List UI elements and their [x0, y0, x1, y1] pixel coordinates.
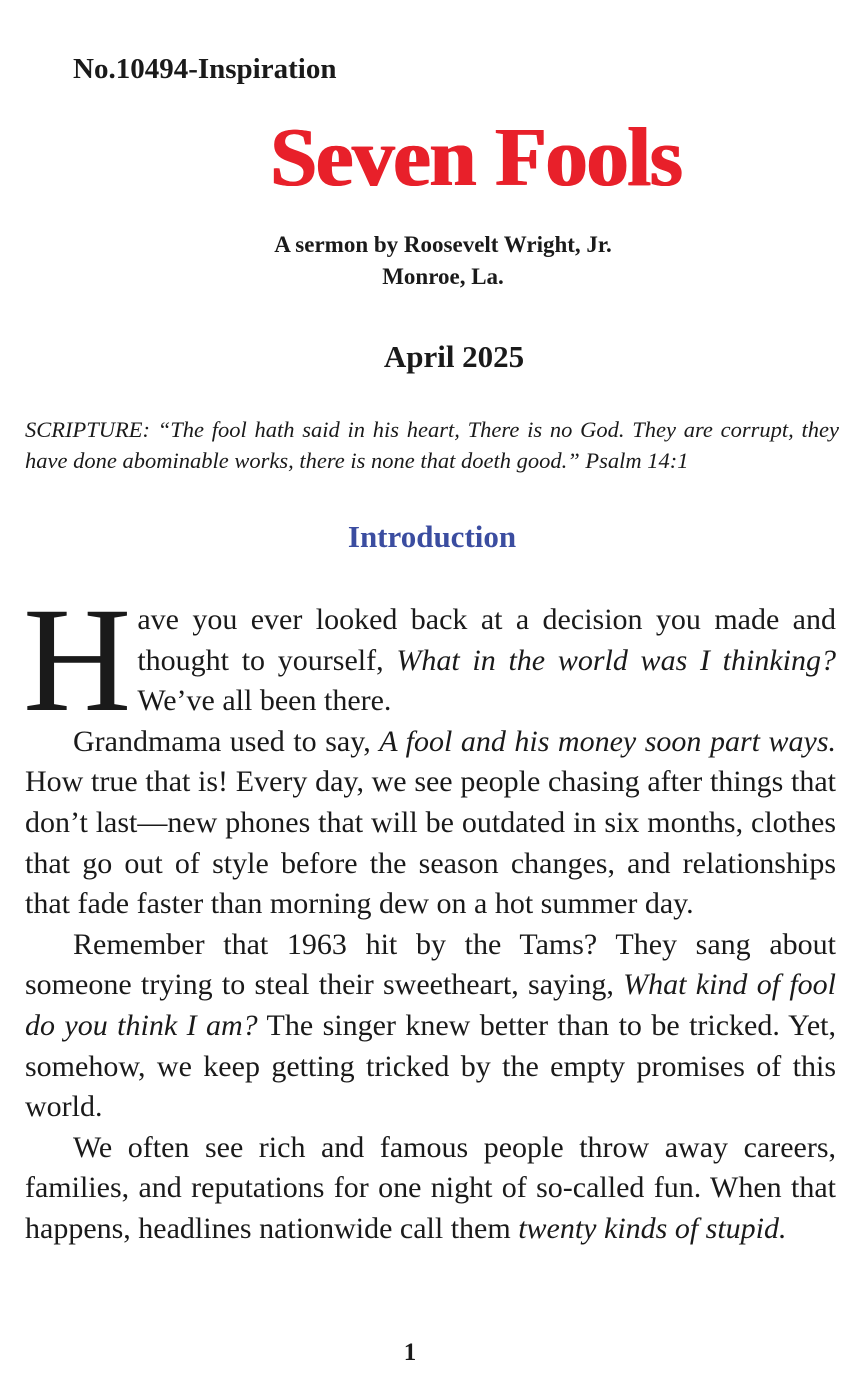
- section-heading: Introduction: [347, 519, 517, 554]
- paragraph-4-italic: twenty kinds of stupid.: [518, 1211, 787, 1245]
- location-line: Monroe, La.: [382, 264, 504, 289]
- byline: [0, 229, 864, 293]
- series-number: No.10494-Inspiration: [73, 53, 337, 85]
- paragraph-3-text-a: Remember that 1963 hit by the Tams? They sang about someone trying to steal their sweetheart, saying,: [25, 927, 836, 1002]
- paragraph-2-text-a: Grandmama used to say,: [73, 724, 380, 758]
- paragraph-1-text-a: ave you ever looked back at a decision you made and thought to yourself,: [137, 603, 836, 677]
- scripture-quote: SCRIPTURE: “The fool hath said in his heart, There is no God. They are corrupt, they have done abominable works, there is none that doeth good.” Psalm 14:1: [25, 417, 839, 473]
- paragraph-3-text-b: The singer knew better than to be tricked. Yet, somehow, we keep getting tricked by the empty promises of this world.: [25, 1008, 836, 1124]
- paragraph-1-italic: What in the world was I thinking?: [396, 643, 837, 677]
- page-number-value: 1: [403, 1339, 417, 1366]
- paragraph-2-text-b: How true that is! Every day, we see people chasing after things that don’t last—new phones that will be outdated in six months, clothes that go out of style before the season changes, and relationships that fade faster than morning dew on a hot summer day.: [25, 765, 836, 921]
- page-number: [0, 1336, 864, 1370]
- paragraph-3: [25, 925, 836, 1128]
- author-line: A sermon by Roosevelt Wright, Jr.: [274, 232, 612, 257]
- paragraph-1-text-b: We’ve all been there.: [137, 684, 392, 718]
- sermon-date: April 2025: [383, 339, 525, 374]
- body-text: [23, 577, 837, 1250]
- paragraph-2: [25, 722, 836, 925]
- drop-cap: H: [23, 577, 132, 743]
- paragraph-3-italic: What kind of fool do you think I am?: [25, 968, 836, 1042]
- paragraph-4: [25, 1128, 836, 1250]
- sermon-title: Seven Fools: [270, 111, 682, 204]
- paragraph-4-text-a: We often see rich and famous people throw away careers, families, and reputations for one night of so-called fun. When that happens, headlines nationwide call them: [25, 1130, 836, 1245]
- paragraph-2-italic: A fool and his money soon part ways.: [379, 724, 836, 758]
